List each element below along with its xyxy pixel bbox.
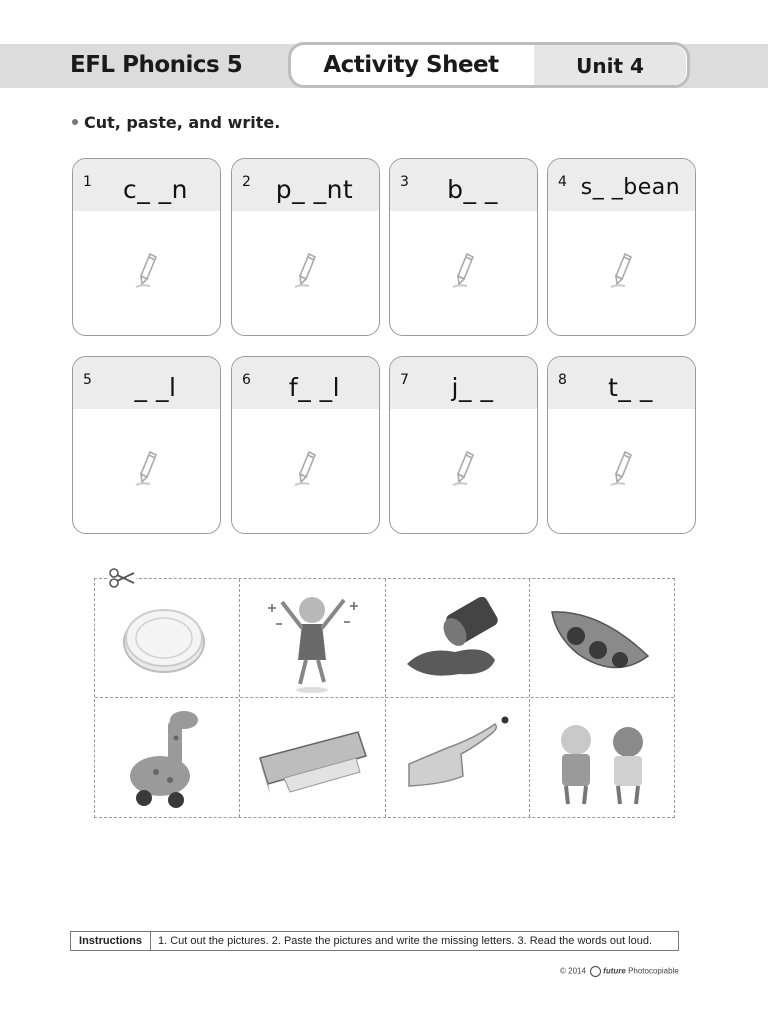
card-word: s_ _bean: [580, 175, 681, 200]
card-number: 3: [400, 174, 409, 190]
pencil-icon: [133, 251, 161, 291]
card-number: 4: [558, 174, 567, 190]
sheet-title: Activity Sheet: [323, 52, 499, 78]
instructions-label: Instructions: [71, 932, 151, 950]
word-card-1: [72, 158, 221, 336]
unit-label: Unit 4: [576, 54, 644, 78]
instructions-box: [70, 931, 679, 951]
jumping-girl-icon: [240, 580, 385, 700]
card-word: t_ _: [608, 373, 653, 402]
card-number: 5: [83, 372, 92, 388]
word-card-7: [389, 356, 538, 534]
instruction: [72, 113, 280, 132]
pencil-icon: [608, 449, 636, 489]
pencil-icon: [133, 449, 161, 489]
card-word: _ _l: [134, 373, 177, 402]
pencil-icon: [450, 449, 478, 489]
word-card-6: [231, 356, 380, 534]
brand-name: future: [603, 966, 626, 976]
pointing-hand-icon: [385, 698, 530, 818]
word-card-8: [547, 356, 696, 534]
card-word: f_ _l: [288, 373, 341, 402]
instruction-text: Cut, paste, and write.: [84, 113, 281, 132]
boy-and-girl-icon: [530, 698, 675, 818]
card-number: 7: [400, 372, 409, 388]
coin-icon: [96, 580, 241, 700]
pencil-icon: [450, 251, 478, 291]
pencil-icon: [292, 449, 320, 489]
word-card-4: [547, 158, 696, 336]
toy-giraffe-icon: [96, 698, 241, 818]
card-number: 2: [242, 174, 251, 190]
future-logo-icon: [590, 966, 601, 977]
card-word: j_ _: [451, 373, 494, 402]
copyright: [560, 966, 679, 977]
card-number: 1: [83, 174, 92, 190]
soybean-pod-icon: [530, 580, 675, 700]
pencil-icon: [608, 251, 636, 291]
word-card-2: [231, 158, 380, 336]
card-word: c_ _n: [122, 175, 189, 204]
instructions-text: 1. Cut out the pictures. 2. Paste the pictures and write the missing letters. 3. Read the words out loud.: [158, 935, 653, 947]
spilled-oil-icon: [385, 580, 530, 700]
card-number: 8: [558, 372, 567, 388]
word-card-3: [389, 158, 538, 336]
foil-box-icon: [240, 698, 385, 818]
photocopiable-label: Photocopiable: [628, 966, 679, 976]
course-title: EFL Phonics 5: [70, 52, 243, 78]
pencil-icon: [292, 251, 320, 291]
copyright-year: © 2014: [560, 966, 586, 976]
card-word: p_ _nt: [275, 175, 354, 204]
word-card-5: [72, 356, 221, 534]
card-number: 6: [242, 372, 251, 388]
card-word: b_ _: [447, 175, 498, 204]
bullet-icon: [72, 119, 78, 125]
